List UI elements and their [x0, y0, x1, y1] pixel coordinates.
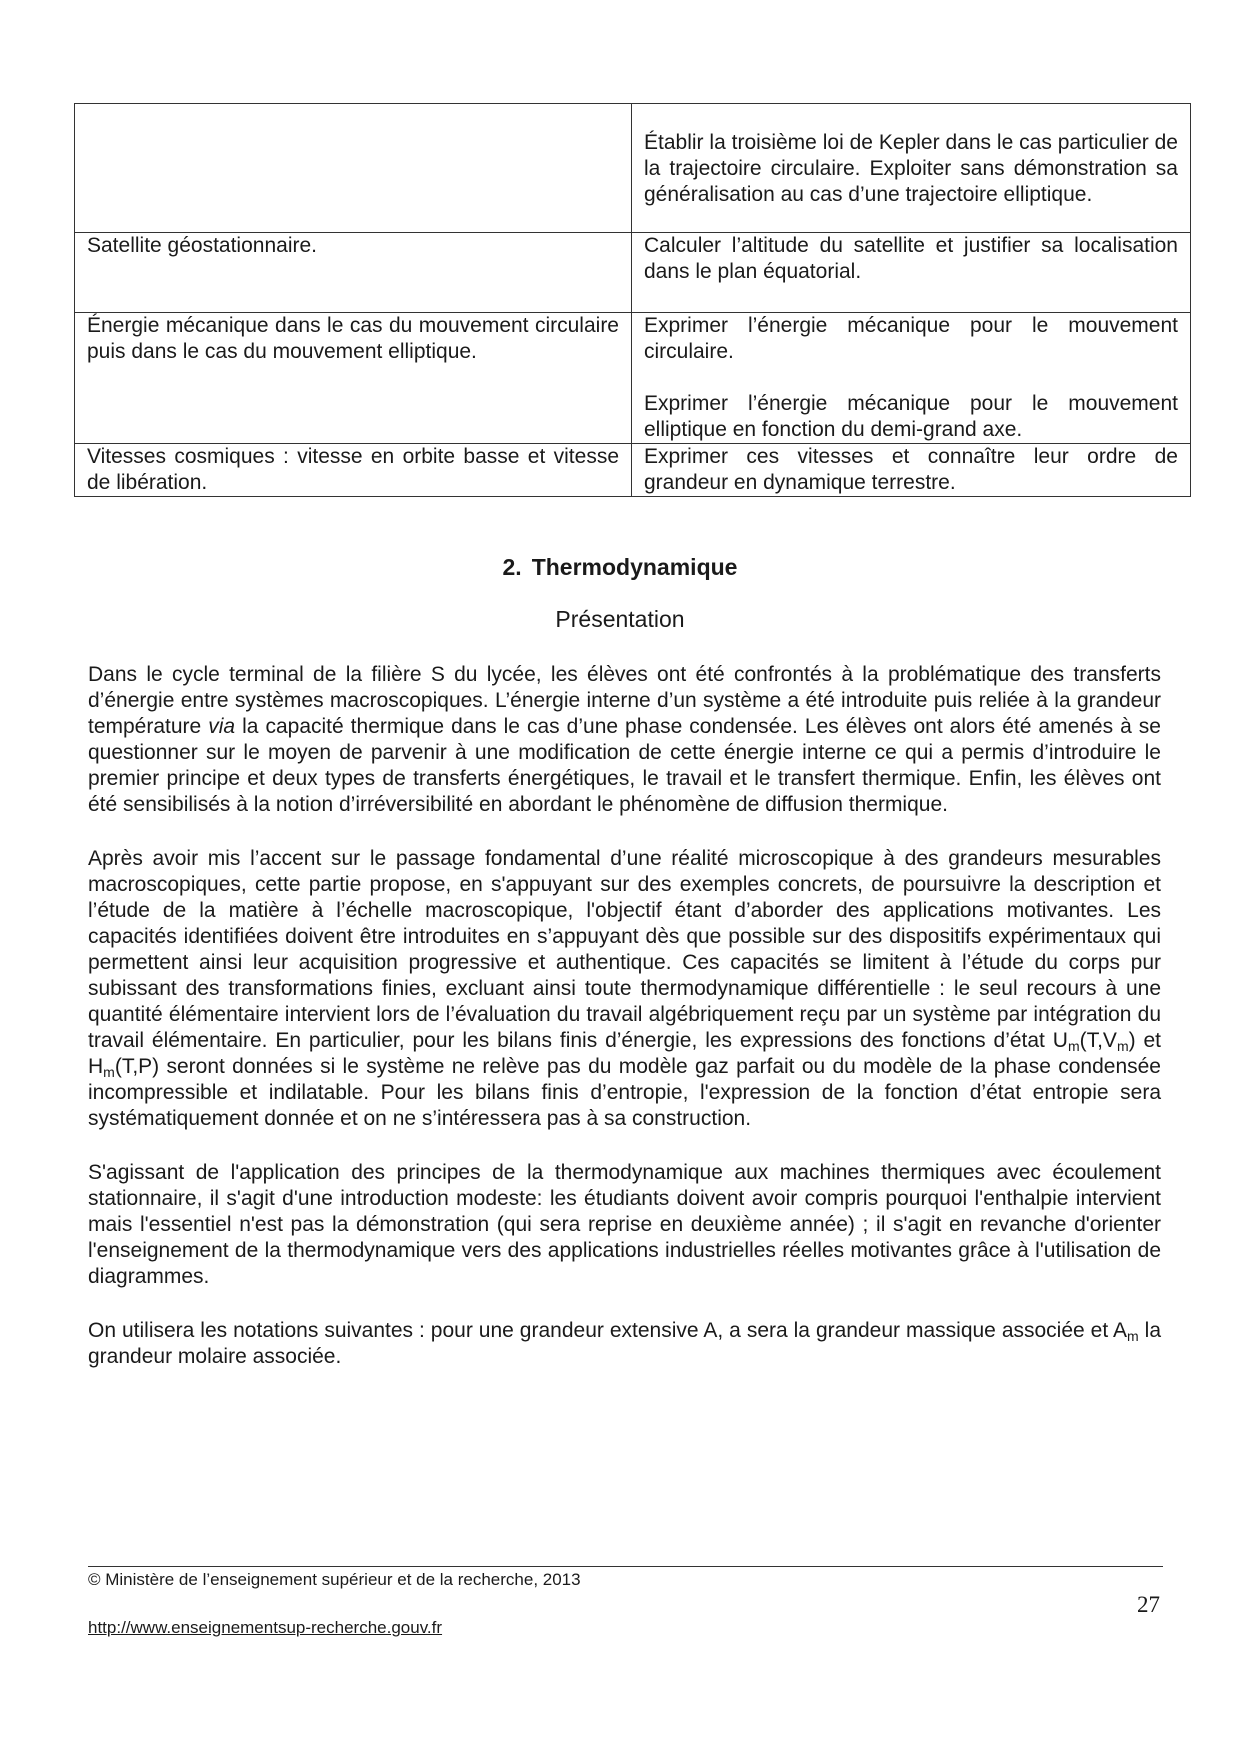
capacite-text: Établir la troisième loi de Kepler dans le cas particulier de la trajectoire circulaire. Exploiter sans démonstration sa généralisation au cas d’une trajectoire elliptique.: [644, 131, 1178, 206]
notion-text: Vitesses cosmiques : vitesse en orbite basse et vitesse de libération.: [87, 445, 619, 494]
footer-link[interactable]: http://www.enseignementsup-recherche.gouv.fr: [88, 1618, 443, 1637]
section-heading: [0, 554, 1240, 581]
footer-copyright: © Ministère de l’enseignement supérieur et de la recherche, 2013: [88, 1570, 581, 1589]
table-cell-capacite: [632, 313, 1191, 444]
notion-text: Énergie mécanique dans le cas du mouvement circulaire puis dans le cas du mouvement elliptique.: [87, 314, 619, 363]
programme-table: [74, 103, 1191, 497]
body-text: [88, 662, 1161, 1398]
capacite-text: Exprimer l’énergie mécanique pour le mouvement elliptique en fonction du demi-grand axe.: [644, 392, 1178, 441]
page-number: 27: [1137, 1592, 1160, 1617]
table-row: [75, 233, 1191, 313]
table-cell-capacite: [632, 104, 1191, 233]
capacite-text: Exprimer l’énergie mécanique pour le mouvement circulaire.: [644, 314, 1178, 363]
section-title: Thermodynamique: [531, 554, 738, 580]
paragraph: On utilisera les notations suivantes : pour une grandeur extensive A, a sera la grandeur massique associée et $A_m$ la grandeur molaire associée.: [88, 1319, 1162, 1368]
table-row: [75, 444, 1191, 497]
paragraph: Après avoir mis l’accent sur le passage fondamental d’une réalité microscopique à des grandeurs mesurables macroscopiques, cette partie propose, en s'appuyant sur des exemples concrets, de poursuivre la description et l’étude de la matière à l’échelle macroscopique, l'objectif étant d’aborder des applications motivantes. Les capacités identifiées doivent être introduites en s’appuyant dès que possible sur des dispositifs expérimentaux qui permettent ainsi leur acquisition progressive et authentique. Ces capacités se limitent à l’étude du corps pur subissant des transformations finies, excluant ainsi toute thermodynamique différentielle : le seul recours à une quantité élémentaire intervient lors de l’évaluation du travail algébriquement reçu par un système par intégration du travail élémentaire. En particulier, pour les bilans finis d’énergie, les expressions des fonctions d’état $U_m(T,V_m)$ et $H_m(T,P)$ seront données si le système ne relève pas du modèle gaz parfait ou du modèle de la phase condensée incompressible et indilatable. Pour les bilans finis d’entropie, l'expression de la fonction d’état entropie sera systématiquement donnée et on ne s’intéressera pas à sa construction.: [88, 847, 1162, 1130]
capacite-text: Calculer l’altitude du satellite et justifier sa localisation dans le plan équatorial.: [644, 234, 1178, 283]
table-cell-capacite: [632, 233, 1191, 313]
capacite-text: Exprimer ces vitesses et connaître leur ordre de grandeur en dynamique terrestre.: [644, 445, 1178, 494]
notion-text: Satellite géostationnaire.: [87, 234, 317, 257]
table-cell-notion: [75, 233, 632, 313]
sub-heading: Présentation: [555, 606, 685, 632]
section-number: 2.: [502, 554, 522, 580]
table-cell-notion: [75, 104, 632, 233]
table-row: [75, 313, 1191, 444]
table-cell-capacite: [632, 444, 1191, 497]
paragraph: Dans le cycle terminal de la filière S du lycée, les élèves ont été confrontés à la problématique des transferts d’énergie entre systèmes macroscopiques. L’énergie interne d’un système a été introduite puis reliée à la grandeur température via la capacité thermique dans le cas d’une phase condensée. Les élèves ont alors été amenés à se questionner sur le moyen de parvenir à une modification de cette énergie interne ce qui a permis d’introduire le premier principe et deux types de transferts énergétiques, le travail et le transfert thermique. Enfin, les élèves ont été sensibilisés à la notion d’irréversibilité en abordant le phénomène de diffusion thermique.: [88, 663, 1161, 816]
table-cell-notion: [75, 313, 632, 444]
table-row: [75, 104, 1191, 233]
paragraph: S'agissant de l'application des principes de la thermodynamique aux machines thermiques avec écoulement stationnaire, il s'agit d'une introduction modeste: les étudiants doivent avoir compris pourquoi l'enthalpie intervient mais l'essentiel n'est pas la démonstration (qui sera reprise en deuxième année) ; il s'agit en revanche d'orienter l'enseignement de la thermodynamique vers des applications industrielles réelles motivantes grâce à l'utilisation de diagrammes.: [88, 1161, 1161, 1288]
footer-divider: [88, 1566, 1163, 1567]
italic-via: via: [208, 715, 236, 738]
table-cell-notion: [75, 444, 632, 497]
